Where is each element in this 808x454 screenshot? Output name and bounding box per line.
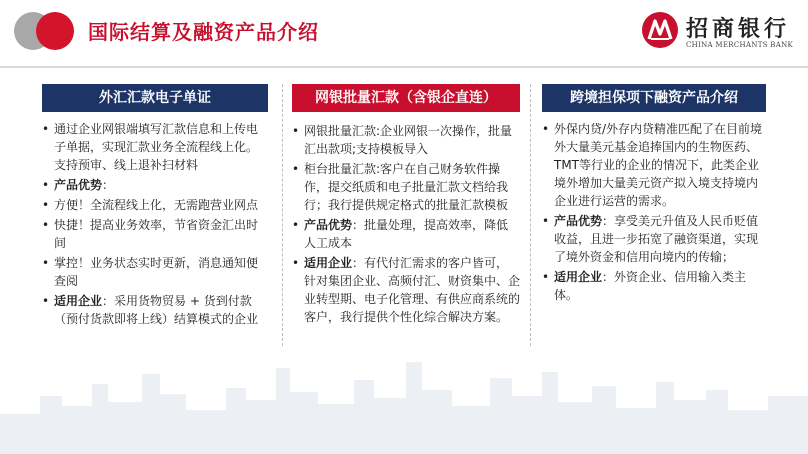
column-fx-remittance	[42, 84, 268, 328]
column-heading: 网银批量汇款（含银企直连）	[292, 84, 520, 112]
page-title: 国际结算及融资产品介绍	[88, 20, 319, 44]
header-divider	[0, 66, 808, 68]
logo-text-en: CHINA MERCHANTS BANK	[686, 41, 794, 49]
cmb-logo	[640, 10, 800, 58]
bullet-item: • 网银批量汇款:企业网银一次操作，批量汇出款项;支持模板导入	[292, 122, 520, 158]
column-cross-border-guarantee	[542, 84, 766, 304]
bullet-item: • 适用企业：外资企业、信用输入类主体。	[542, 268, 766, 304]
column-batch-remittance	[292, 84, 520, 326]
bullet-item: • 掌控！业务状态实时更新，消息通知便查阅	[42, 254, 268, 290]
bullet-item: • 产品优势：批量处理，提高效率，降低人工成本	[292, 216, 520, 252]
slide-header	[0, 0, 808, 66]
city-skyline-background	[0, 344, 808, 454]
column-divider	[530, 84, 531, 346]
column-heading: 外汇汇款电子单证	[42, 84, 268, 112]
bullet-item: • 适用企业：有代付汇需求的客户皆可，针对集团企业、高频付汇、财资集中、企业转型期、电子化管理、有供应商系统的客户，我行提供个性化综合解决方案。	[292, 254, 520, 326]
column-heading: 跨境担保项下融资产品介绍	[542, 84, 766, 112]
column-body	[42, 120, 268, 328]
bullet-item: • 外保内贷/外存内贷精准匹配了在目前境外大量美元基金追捧国内的生物医药、TMT等行业的企业的情况下，此类企业境外增加大量美元资产拟入境支持境内企业进行运营的需求。	[542, 120, 766, 210]
bullet-item: • 通过企业网银端填写汇款信息和上传电子单据，实现汇款业务全流程线上化。 支持预审、线上退补扫材料	[42, 120, 268, 174]
column-body	[292, 122, 520, 326]
column-divider	[282, 84, 283, 346]
bullet-item: • 柜台批量汇款:客户在自己财务软件操作，提交纸质和电子批量汇款文档给我行；我行提供规定格式的批量汇款模板	[292, 160, 520, 214]
column-body	[542, 120, 766, 304]
bullet-item: • 方便！全流程线上化，无需跑营业网点	[42, 196, 268, 214]
bullet-item: • 产品优势：	[42, 176, 268, 194]
bullet-item: • 快捷！提高业务效率，节省资金汇出时间	[42, 216, 268, 252]
bullet-item: • 适用企业：采用货物贸易 + 货到付款（预付货款即将上线）结算模式的企业	[42, 292, 268, 328]
logo-text-cn: 招商银行	[686, 17, 791, 42]
bullet-item: • 产品优势：享受美元升值及人民币贬值收益，且进一步拓宽了融资渠道，实现了境外资金和信用向境内的传输；	[542, 212, 766, 266]
decor-circle-red	[36, 12, 74, 50]
cmb-logo-icon	[640, 10, 680, 50]
